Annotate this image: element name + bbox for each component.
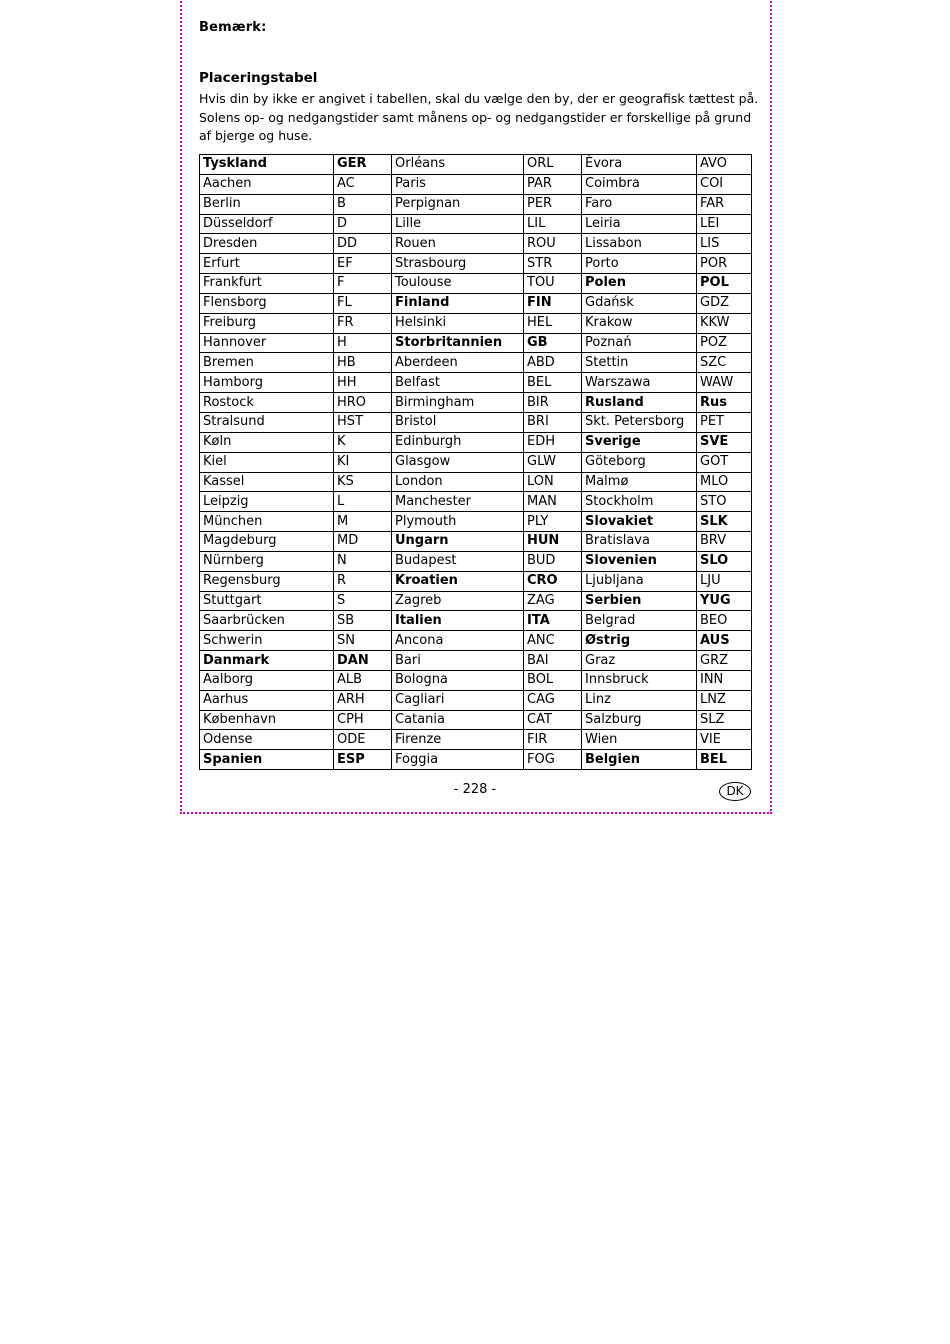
- table-city-cell: Erfurt: [200, 254, 334, 274]
- section-title: Placeringstabel: [199, 70, 318, 86]
- table-code-cell: M: [334, 512, 392, 532]
- table-code-cell: B: [334, 194, 392, 214]
- table-code-cell: BEL: [524, 373, 582, 393]
- table-code-cell: POZ: [697, 333, 752, 353]
- table-code-cell: ANC: [524, 631, 582, 651]
- table-city-cell: Saarbrücken: [200, 611, 334, 631]
- table-city-cell: Lille: [392, 214, 524, 234]
- table-code-cell: AVO: [697, 155, 752, 175]
- country-city-cell: Sverige: [582, 432, 697, 452]
- table-code-cell: CAT: [524, 710, 582, 730]
- table-code-cell: STR: [524, 254, 582, 274]
- table-row: [200, 710, 752, 730]
- table-code-cell: H: [334, 333, 392, 353]
- table-city-cell: Regensburg: [200, 571, 334, 591]
- table-code-cell: BAI: [524, 651, 582, 671]
- table-row: [200, 750, 752, 770]
- intro-line: Hvis din by ikke er angivet i tabellen, skal du vælge den by, der er geografisk tættest på.: [199, 91, 759, 106]
- country-city-cell: Slovenien: [582, 551, 697, 571]
- table-code-cell: FOG: [524, 750, 582, 770]
- country-city-cell: Østrig: [582, 631, 697, 651]
- table-city-cell: Warszawa: [582, 373, 697, 393]
- table-city-cell: Glasgow: [392, 452, 524, 472]
- table-city-cell: Køln: [200, 432, 334, 452]
- table-code-cell: BRI: [524, 412, 582, 432]
- table-city-cell: Aarhus: [200, 690, 334, 710]
- table-code-cell: VIE: [697, 730, 752, 750]
- table-code-cell: MD: [334, 532, 392, 552]
- country-city-cell: Kroatien: [392, 571, 524, 591]
- table-code-cell: ODE: [334, 730, 392, 750]
- table-city-cell: Stralsund: [200, 412, 334, 432]
- table-city-cell: Kiel: [200, 452, 334, 472]
- table-city-cell: Ljubljana: [582, 571, 697, 591]
- table-code-cell: INN: [697, 670, 752, 690]
- table-code-cell: LNZ: [697, 690, 752, 710]
- table-code-cell: PET: [697, 412, 752, 432]
- table-city-cell: Malmø: [582, 472, 697, 492]
- table-city-cell: Innsbruck: [582, 670, 697, 690]
- table-code-cell: EF: [334, 254, 392, 274]
- table-code-cell: N: [334, 551, 392, 571]
- table-city-cell: Krakow: [582, 313, 697, 333]
- table-code-cell: FL: [334, 293, 392, 313]
- table-city-cell: Salzburg: [582, 710, 697, 730]
- table-row: [200, 452, 752, 472]
- table-row: [200, 730, 752, 750]
- table-city-cell: Coimbra: [582, 174, 697, 194]
- table-row: [200, 254, 752, 274]
- table-code-cell: WAW: [697, 373, 752, 393]
- country-code-cell: SLO: [697, 551, 752, 571]
- table-code-cell: HEL: [524, 313, 582, 333]
- table-city-cell: Berlin: [200, 194, 334, 214]
- table-city-cell: Cagliari: [392, 690, 524, 710]
- table-city-cell: Stettin: [582, 353, 697, 373]
- table-code-cell: LIS: [697, 234, 752, 254]
- table-row: [200, 651, 752, 671]
- table-code-cell: SZC: [697, 353, 752, 373]
- table-code-cell: FR: [334, 313, 392, 333]
- table-code-cell: DD: [334, 234, 392, 254]
- table-code-cell: KS: [334, 472, 392, 492]
- table-code-cell: KI: [334, 452, 392, 472]
- intro-line: af bjerge og huse.: [199, 128, 313, 143]
- table-city-cell: Gdańsk: [582, 293, 697, 313]
- table-city-cell: London: [392, 472, 524, 492]
- country-city-cell: Danmark: [200, 651, 334, 671]
- table-city-cell: Firenze: [392, 730, 524, 750]
- table-row: [200, 234, 752, 254]
- table-city-cell: Bremen: [200, 353, 334, 373]
- table-row: [200, 551, 752, 571]
- table-row: [200, 472, 752, 492]
- table-city-cell: Freiburg: [200, 313, 334, 333]
- table-city-cell: Leiria: [582, 214, 697, 234]
- table-city-cell: Orléans: [392, 155, 524, 175]
- table-city-cell: Foggia: [392, 750, 524, 770]
- table-city-cell: Poznań: [582, 333, 697, 353]
- table-city-cell: Aberdeen: [392, 353, 524, 373]
- table-code-cell: S: [334, 591, 392, 611]
- table-code-cell: PLY: [524, 512, 582, 532]
- table-row: [200, 194, 752, 214]
- table-city-cell: Düsseldorf: [200, 214, 334, 234]
- table-city-cell: Leipzig: [200, 492, 334, 512]
- table-city-cell: Skt. Petersborg: [582, 412, 697, 432]
- table-code-cell: GRZ: [697, 651, 752, 671]
- table-code-cell: L: [334, 492, 392, 512]
- country-code-cell: HUN: [524, 532, 582, 552]
- table-city-cell: Magdeburg: [200, 532, 334, 552]
- country-city-cell: Belgien: [582, 750, 697, 770]
- table-city-cell: Aachen: [200, 174, 334, 194]
- table-code-cell: LON: [524, 472, 582, 492]
- table-city-cell: Hamborg: [200, 373, 334, 393]
- table-code-cell: HRO: [334, 393, 392, 413]
- table-code-cell: FIR: [524, 730, 582, 750]
- table-row: [200, 631, 752, 651]
- table-city-cell: Catania: [392, 710, 524, 730]
- table-city-cell: Lissabon: [582, 234, 697, 254]
- table-city-cell: Kassel: [200, 472, 334, 492]
- country-code-cell: ESP: [334, 750, 392, 770]
- table-code-cell: LIL: [524, 214, 582, 234]
- table-city-cell: Paris: [392, 174, 524, 194]
- table-row: [200, 333, 752, 353]
- table-code-cell: TOU: [524, 274, 582, 294]
- table-city-cell: Dresden: [200, 234, 334, 254]
- table-city-cell: Toulouse: [392, 274, 524, 294]
- table-city-cell: Hannover: [200, 333, 334, 353]
- table-city-cell: Strasbourg: [392, 254, 524, 274]
- table-code-cell: ZAG: [524, 591, 582, 611]
- table-city-cell: Stockholm: [582, 492, 697, 512]
- table-code-cell: POR: [697, 254, 752, 274]
- table-city-cell: Schwerin: [200, 631, 334, 651]
- table-row: [200, 155, 752, 175]
- table-city-cell: Ancona: [392, 631, 524, 651]
- table-city-cell: København: [200, 710, 334, 730]
- table-city-cell: Bristol: [392, 412, 524, 432]
- table-city-cell: Perpignan: [392, 194, 524, 214]
- table-city-cell: Bari: [392, 651, 524, 671]
- intro-line: Solens op- og nedgangstider samt månens op- og nedgangstider er forskellige på grund: [199, 109, 752, 125]
- table-city-cell: Linz: [582, 690, 697, 710]
- country-code-cell: AUS: [697, 631, 752, 651]
- country-code-cell: ITA: [524, 611, 582, 631]
- country-city-cell: Polen: [582, 274, 697, 294]
- table-code-cell: BIR: [524, 393, 582, 413]
- table-code-cell: GOT: [697, 452, 752, 472]
- table-code-cell: ALB: [334, 670, 392, 690]
- table-code-cell: K: [334, 432, 392, 452]
- table-city-cell: Odense: [200, 730, 334, 750]
- country-code-cell: GB: [524, 333, 582, 353]
- table-code-cell: ORL: [524, 155, 582, 175]
- table-row: [200, 393, 752, 413]
- table-row: [200, 571, 752, 591]
- table-row: [200, 591, 752, 611]
- table-code-cell: KKW: [697, 313, 752, 333]
- table-city-cell: Èvora: [582, 155, 697, 175]
- country-code-cell: CRO: [524, 571, 582, 591]
- country-code-cell: GER: [334, 155, 392, 175]
- table-code-cell: SLZ: [697, 710, 752, 730]
- table-code-cell: MAN: [524, 492, 582, 512]
- table-row: [200, 274, 752, 294]
- table-code-cell: SN: [334, 631, 392, 651]
- location-table-body: [200, 155, 752, 770]
- table-city-cell: Nürnberg: [200, 551, 334, 571]
- table-city-cell: Rostock: [200, 393, 334, 413]
- table-city-cell: Graz: [582, 651, 697, 671]
- table-code-cell: LEI: [697, 214, 752, 234]
- table-city-cell: Frankfurt: [200, 274, 334, 294]
- table-row: [200, 313, 752, 333]
- table-code-cell: LJU: [697, 571, 752, 591]
- table-city-cell: Bologna: [392, 670, 524, 690]
- table-code-cell: SB: [334, 611, 392, 631]
- table-code-cell: AC: [334, 174, 392, 194]
- table-city-cell: Helsinki: [392, 313, 524, 333]
- table-row: [200, 412, 752, 432]
- table-city-cell: Belfast: [392, 373, 524, 393]
- table-city-cell: Zagreb: [392, 591, 524, 611]
- table-code-cell: BEO: [697, 611, 752, 631]
- country-city-cell: Italien: [392, 611, 524, 631]
- table-code-cell: CPH: [334, 710, 392, 730]
- table-row: [200, 532, 752, 552]
- table-row: [200, 373, 752, 393]
- table-city-cell: Stuttgart: [200, 591, 334, 611]
- language-badge: DK: [719, 782, 751, 801]
- country-code-cell: FIN: [524, 293, 582, 313]
- table-city-cell: Faro: [582, 194, 697, 214]
- table-code-cell: PAR: [524, 174, 582, 194]
- country-city-cell: Spanien: [200, 750, 334, 770]
- intro-paragraph: [199, 90, 759, 146]
- table-row: [200, 432, 752, 452]
- country-city-cell: Storbritannien: [392, 333, 524, 353]
- country-city-cell: Ungarn: [392, 532, 524, 552]
- table-code-cell: BUD: [524, 551, 582, 571]
- table-city-cell: Birmingham: [392, 393, 524, 413]
- table-city-cell: Flensborg: [200, 293, 334, 313]
- table-code-cell: D: [334, 214, 392, 234]
- table-city-cell: Plymouth: [392, 512, 524, 532]
- table-row: [200, 293, 752, 313]
- country-city-cell: Serbien: [582, 591, 697, 611]
- table-code-cell: ARH: [334, 690, 392, 710]
- table-row: [200, 492, 752, 512]
- table-code-cell: BRV: [697, 532, 752, 552]
- table-row: [200, 353, 752, 373]
- remark-label: Bemærk:: [199, 20, 267, 35]
- table-code-cell: MLO: [697, 472, 752, 492]
- table-row: [200, 670, 752, 690]
- country-code-cell: SLK: [697, 512, 752, 532]
- table-city-cell: Belgrad: [582, 611, 697, 631]
- table-code-cell: GDZ: [697, 293, 752, 313]
- table-city-cell: Aalborg: [200, 670, 334, 690]
- table-code-cell: HB: [334, 353, 392, 373]
- table-city-cell: Porto: [582, 254, 697, 274]
- table-city-cell: Wien: [582, 730, 697, 750]
- table-code-cell: EDH: [524, 432, 582, 452]
- table-code-cell: BOL: [524, 670, 582, 690]
- country-city-cell: Finland: [392, 293, 524, 313]
- table-city-cell: Edinburgh: [392, 432, 524, 452]
- country-code-cell: POL: [697, 274, 752, 294]
- table-code-cell: PER: [524, 194, 582, 214]
- location-table: [199, 154, 752, 770]
- table-city-cell: München: [200, 512, 334, 532]
- country-code-cell: SVE: [697, 432, 752, 452]
- table-city-cell: Budapest: [392, 551, 524, 571]
- table-row: [200, 214, 752, 234]
- table-code-cell: STO: [697, 492, 752, 512]
- table-code-cell: FAR: [697, 194, 752, 214]
- table-code-cell: CAG: [524, 690, 582, 710]
- page-number: - 228 -: [453, 782, 497, 797]
- country-code-cell: DAN: [334, 651, 392, 671]
- table-row: [200, 690, 752, 710]
- country-code-cell: BEL: [697, 750, 752, 770]
- country-code-cell: YUG: [697, 591, 752, 611]
- table-code-cell: COI: [697, 174, 752, 194]
- table-city-cell: Göteborg: [582, 452, 697, 472]
- table-row: [200, 174, 752, 194]
- country-city-cell: Rusland: [582, 393, 697, 413]
- table-row: [200, 611, 752, 631]
- table-row: [200, 512, 752, 532]
- table-city-cell: Rouen: [392, 234, 524, 254]
- table-code-cell: ABD: [524, 353, 582, 373]
- country-city-cell: Slovakiet: [582, 512, 697, 532]
- country-code-cell: Rus: [697, 393, 752, 413]
- table-code-cell: ROU: [524, 234, 582, 254]
- table-code-cell: HH: [334, 373, 392, 393]
- table-city-cell: Manchester: [392, 492, 524, 512]
- table-code-cell: GLW: [524, 452, 582, 472]
- country-city-cell: Tyskland: [200, 155, 334, 175]
- table-code-cell: F: [334, 274, 392, 294]
- table-code-cell: HST: [334, 412, 392, 432]
- table-code-cell: R: [334, 571, 392, 591]
- table-city-cell: Bratislava: [582, 532, 697, 552]
